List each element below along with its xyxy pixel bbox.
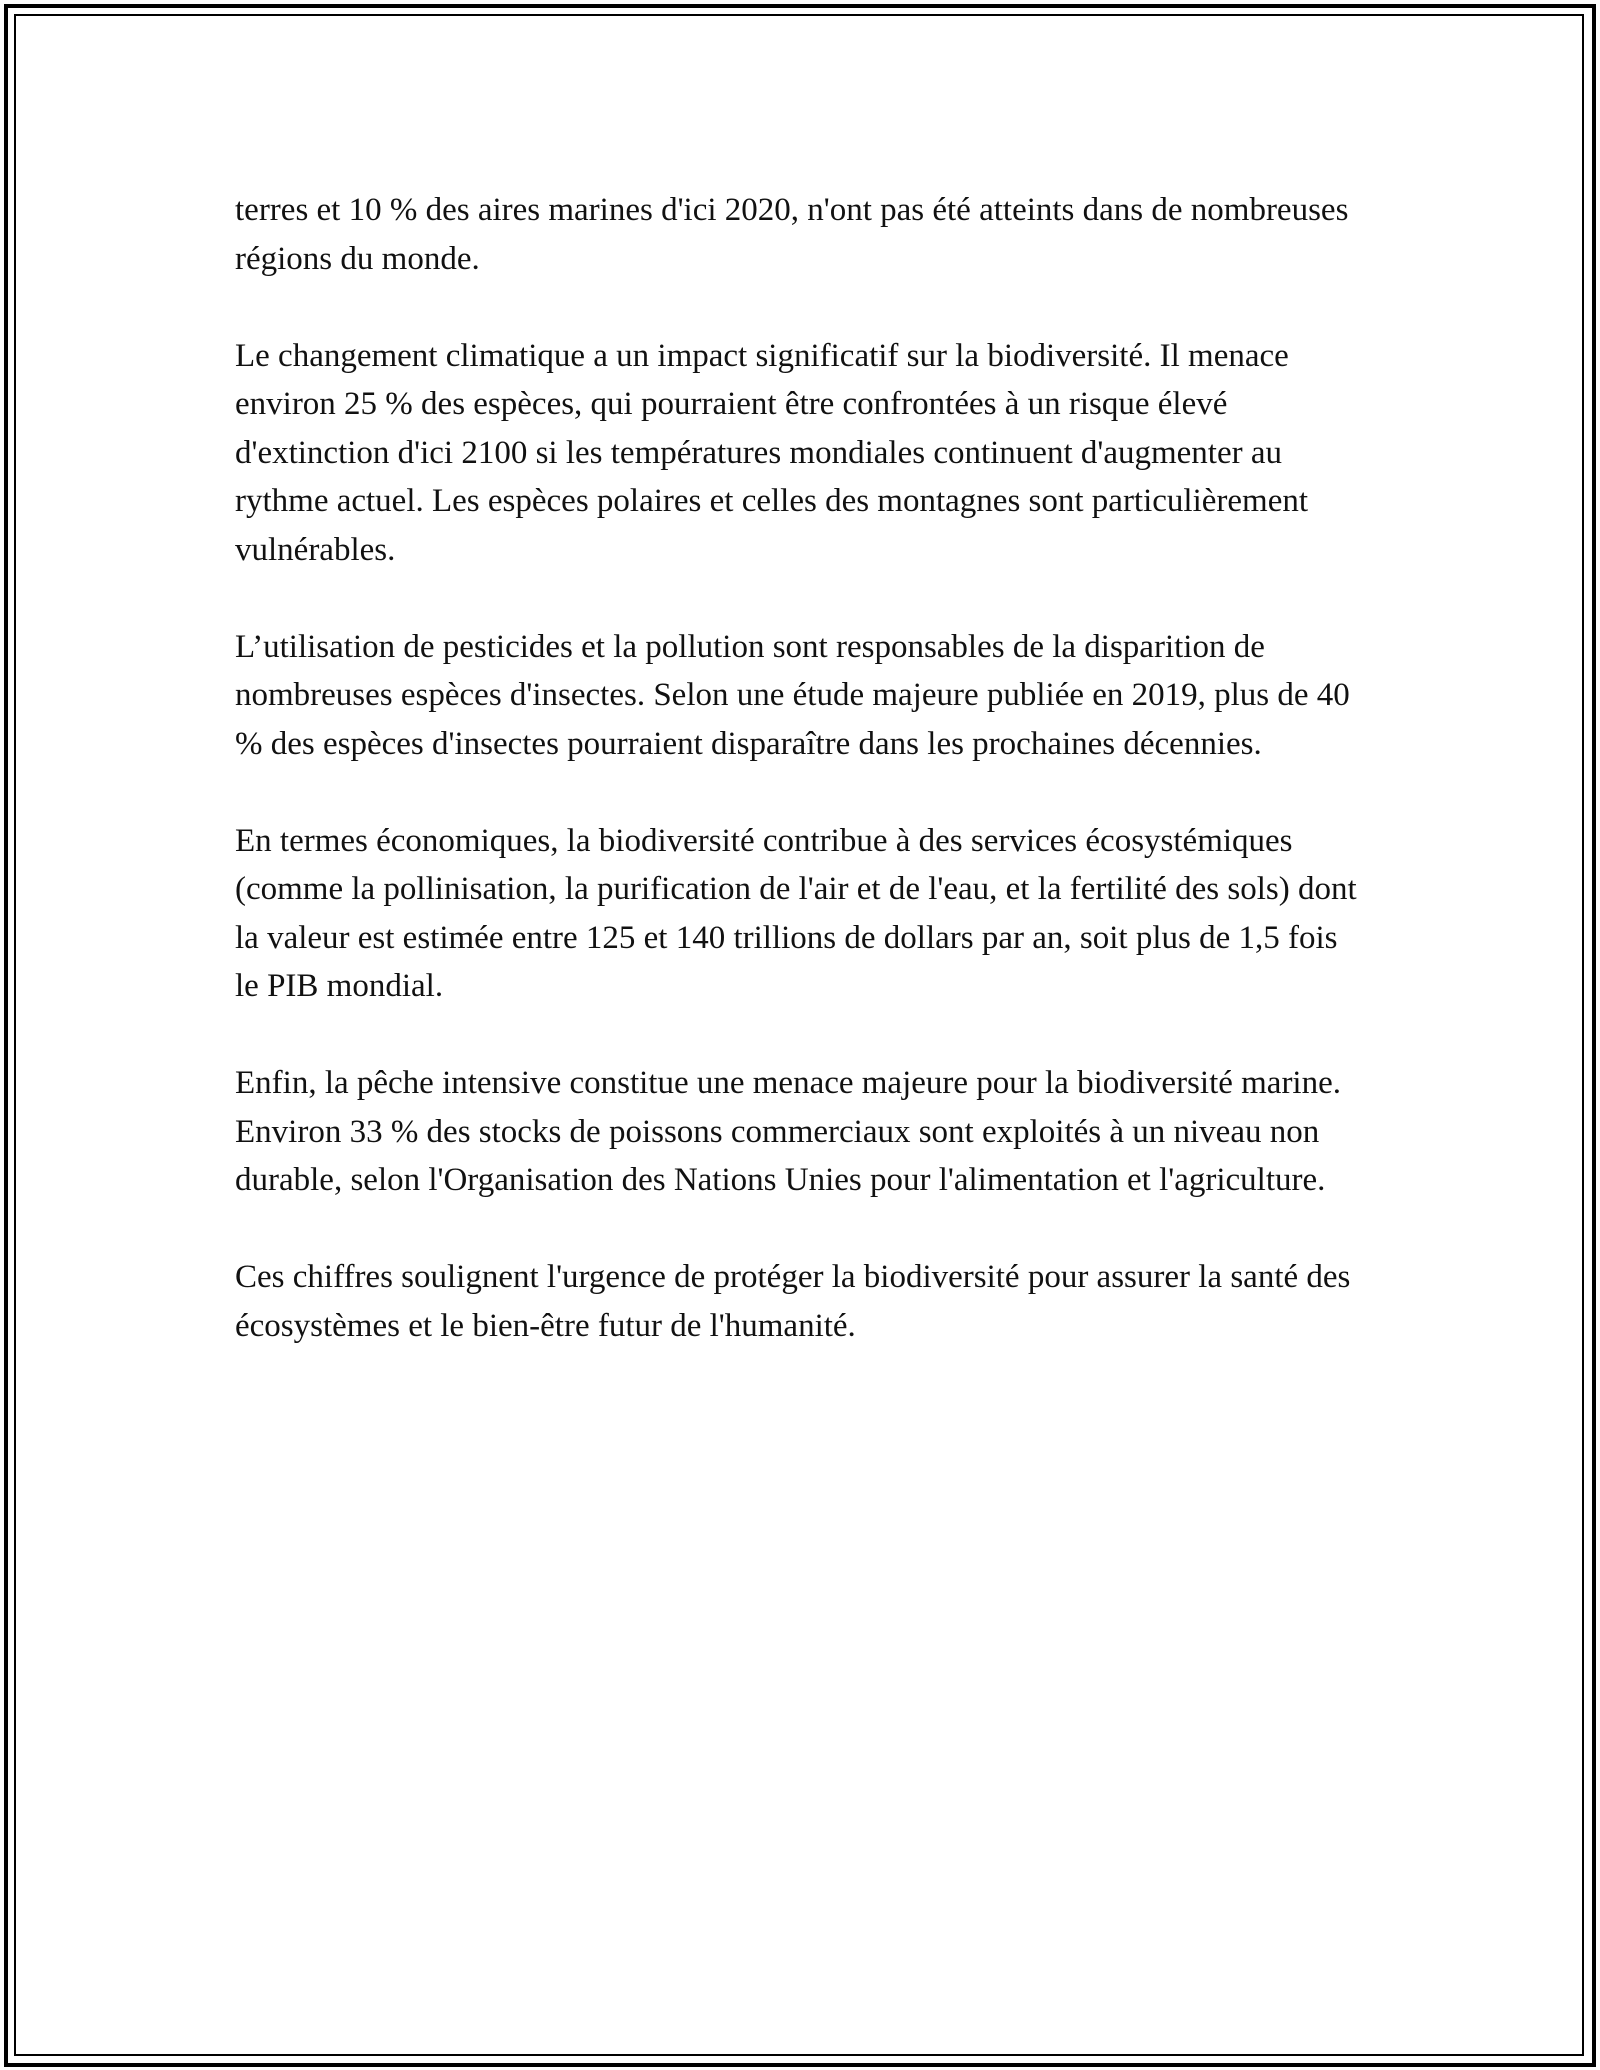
paragraph-4: En termes économiques, la biodiversité contribue à des services écosystémiques (comme la pollinisation, la purification de l'air et de l'eau, et la fertilité des sols) dont la valeur est estimée entre 125 et 140 trillions de dollars par an, soit plus de 1,5 fois le PIB mondial.	[235, 822, 1357, 1004]
paragraph-1: terres et 10 % des aires marines d'ici 2020, n'ont pas été atteints dans de nombreuses régions du monde.	[235, 192, 1349, 277]
paragraph-6: Ces chiffres soulignent l'urgence de protéger la biodiversité pour assurer la santé des écosystèmes et le bien-être futur de l'humanité.	[235, 1259, 1351, 1344]
paragraph-2: Le changement climatique a un impact significatif sur la biodiversité. Il menace environ 25 % des espèces, qui pourraient être confrontées à un risque élevé d'extinction d'ici 2100 si les températures mondiales continuent d'augmenter au rythme actuel. Les espèces polaires et celles des montagnes sont particulièrement vulnérables.	[235, 337, 1309, 568]
document-body	[235, 186, 1365, 1399]
paragraph-5: Enfin, la pêche intensive constitue une menace majeure pour la biodiversité marine. Environ 33 % des stocks de poissons commerciaux sont exploités à un niveau non durable, selon l'Organisation des Nations Unies pour l'alimentation et l'agriculture.	[235, 1065, 1341, 1198]
paragraph-3: L’utilisation de pesticides et la pollution sont responsables de la disparition de nombreuses espèces d'insectes. Selon une étude majeure publiée en 2019, plus de 40 % des espèces d'insectes pourraient disparaître dans les prochaines décennies.	[235, 628, 1350, 762]
